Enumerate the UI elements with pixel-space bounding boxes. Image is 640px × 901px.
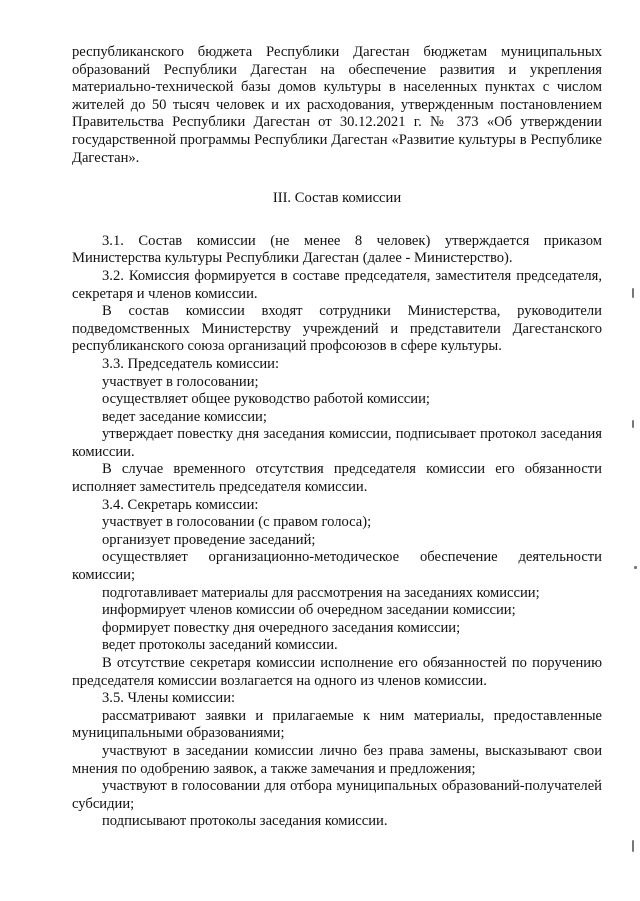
list-item: подписывают протоколы заседания комиссии. <box>102 813 388 830</box>
scan-artifact <box>632 840 634 852</box>
list-item: информирует членов комиссии об очередном заседании комиссии; <box>102 602 516 619</box>
list-item: организует проведение заседаний; <box>102 531 316 548</box>
scan-artifact <box>632 288 634 298</box>
list-item: подготавливает материалы для рассмотрения на заседаниях комиссии; <box>102 584 540 601</box>
scan-artifact <box>634 566 637 569</box>
list-item: участвуют в заседании комиссии лично без права замены, высказывают свои мнения по одобрению заявок, а также замечания и предложения; <box>72 742 602 777</box>
list-item: утверждает повестку дня заседания комиссии, подписывает протокол заседания комиссии. <box>72 426 602 460</box>
scan-artifact <box>632 420 634 428</box>
list-item: формирует повестку дня очередного заседания комиссии; <box>102 619 461 636</box>
list-item: участвуют в голосовании для отбора муниципальных образований-получателей субсидии; <box>72 778 602 812</box>
paragraph-composition: В состав комиссии входят сотрудники Министерства, руководители подведомственных Министерству учреждений и представители Дагестанского республиканского союза организаций профсоюзов в сфере культуры. <box>72 303 602 355</box>
paragraph-3-2: 3.2. Комиссия формируется в составе председателя, заместителя председателя, секретаря и членов комиссии. <box>72 267 602 302</box>
list-item: рассматривают заявки и прилагаемые к ним материалы, предоставленные муниципальными образованиями; <box>72 707 602 742</box>
paragraph-3-4-heading: 3.4. Секретарь комиссии: <box>102 496 259 513</box>
list-item: ведет заседание комиссии; <box>102 408 267 425</box>
paragraph-3-5-heading: 3.5. Члены комиссии: <box>102 690 236 707</box>
paragraph-chair-absence: В случае временного отсутствия председателя комиссии его обязанности исполняет заместитель председателя комиссии. <box>72 461 602 496</box>
paragraph-secretary-absence: В отсутствие секретаря комиссии исполнение его обязанностей по поручению председателя комиссии возлагается на одного из членов комиссии. <box>72 655 602 689</box>
paragraph-3-3-heading: 3.3. Председатель комиссии: <box>102 355 280 372</box>
list-item: осуществляет общее руководство работой комиссии; <box>102 391 430 408</box>
section-heading: III. Состав комиссии <box>272 190 402 207</box>
intro-paragraph: республиканского бюджета Республики Дагестан бюджетам муниципальных образований Республики Дагестан на обеспечение развития и укрепления материально-технической базы домов культуры в населенных пунктах с числом жителей до 50 тысяч человек и их расходования, утвержденным постановлением Правительства Республики Дагестан от 30.12.2021 г. № 373 «Об утверждении государственной программы Республики Дагестан «Развитие культуры в Республике Дагестан». <box>72 44 602 166</box>
list-item: участвует в голосовании (с правом голоса); <box>102 514 372 531</box>
list-item: ведет протоколы заседаний комиссии. <box>102 637 338 654</box>
list-item: участвует в голосовании; <box>102 373 259 390</box>
document-page <box>72 44 602 831</box>
paragraph-3-1: 3.1. Состав комиссии (не менее 8 человек) утверждается приказом Министерства культуры Республики Дагестан (далее - Министерство). <box>72 232 602 267</box>
list-item: осуществляет организационно-методическое обеспечение деятельности комиссии; <box>72 549 602 584</box>
section-body <box>72 233 602 831</box>
